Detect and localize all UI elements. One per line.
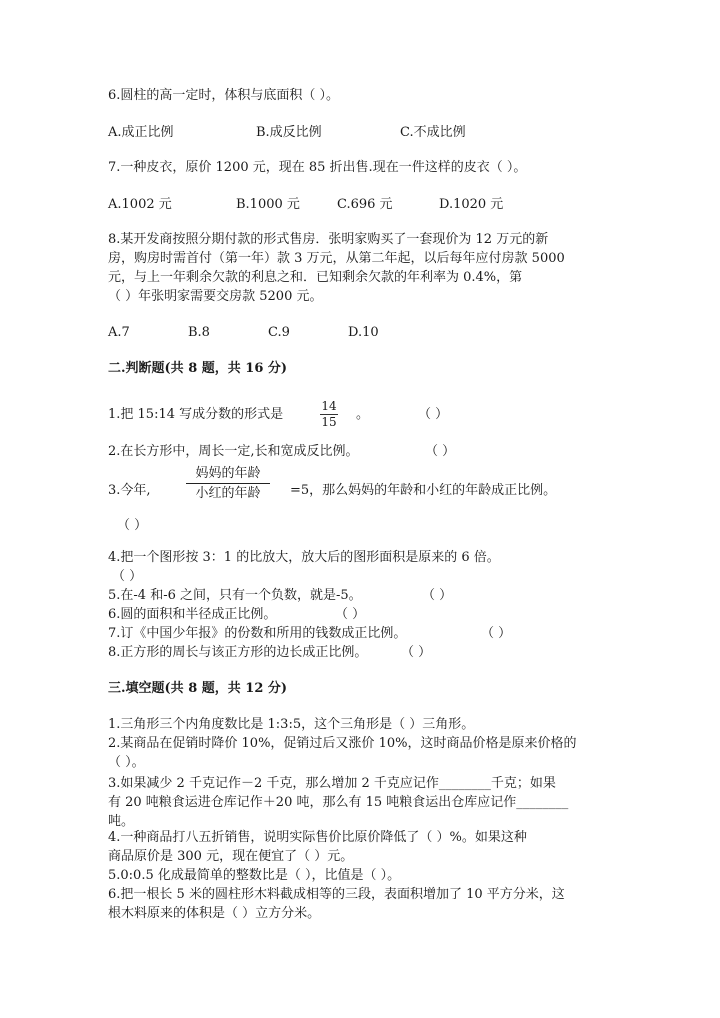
fill-line-3: （ ）。 (108, 755, 145, 770)
judge-q3-answer-paren: （ ） (117, 518, 148, 533)
judge-q3-prefix: 3.今年, (108, 483, 151, 498)
judge-q1-suffix: 。 (356, 407, 370, 422)
judge-q2-answer-paren: （ ） (425, 444, 456, 459)
q7-stem: 7.一种皮衣，原价 1200 元，现在 85 折出售.现在一件这样的皮衣（ ）。 (108, 160, 527, 175)
q8-option-b: B.8 (188, 325, 210, 340)
judge-q2-text: 2.在长方形中，周长一定,长和宽成反比例。 (108, 444, 359, 459)
fill-line-9: 5.0:0.5 化成最简单的整数比是（ ），比值是（ ）。 (108, 868, 401, 883)
fill-line-10: 6.把一根长 5 米的圆柱形木料截成相等的三段，表面积增加了 10 平方分米，这 (108, 887, 565, 902)
q8-line-3: 元，与上一年剩余欠款的利息之和．已知剩余欠款的年利率为 0.4%，第 (108, 270, 523, 285)
judge-q4-answer-paren: （ ） (112, 569, 143, 584)
judge-q5-answer-paren: （ ） (422, 588, 453, 603)
judge-q1-fraction-denominator: 15 (321, 415, 337, 429)
q8-option-a: A.7 (108, 325, 130, 340)
q6-option-c: C.不成比例 (400, 125, 466, 140)
q6-option-a: A.成正比例 (108, 125, 174, 140)
fill-line-2: 2.某商品在促销时降价 10%，促销过后又涨价 10%，这时商品价格是原来价格的 (108, 736, 577, 751)
fill-line-1: 1.三角形三个内角度数比是 1:3:5，这个三角形是（ ）三角形。 (108, 717, 475, 732)
fill-line-7: 4.一种商品打八五折销售，说明实际售价比原价降低了（ ）%。如果这种 (108, 830, 527, 845)
judge-q3-suffix: =5，那么妈妈的年龄和小红的年龄成正比例。 (290, 483, 557, 498)
fill-line-11: 根木料原来的体积是（ ）立方分米。 (108, 906, 321, 921)
judge-q5-text: 5.在-4 和-6 之间，只有一个负数，就是-5。 (108, 588, 362, 603)
q6-option-b: B.成反比例 (256, 125, 322, 140)
q7-option-d: D.1020 元 (439, 197, 504, 212)
judge-q1-answer-paren: （ ） (418, 407, 449, 422)
judge-q8-text: 8.正方形的周长与该正方形的边长成正比例。 (108, 645, 368, 660)
judge-q8-answer-paren: （ ） (401, 645, 432, 660)
judge-q6-answer-paren: （ ） (335, 607, 366, 622)
fill-line-6: 吨。 (108, 814, 135, 829)
judge-q3-ratio-image (186, 465, 270, 507)
q8-line-4: （ ）年张明家需要交房款 5200 元。 (108, 289, 323, 304)
judge-q7-text: 7.订《中国少年报》的份数和所用的钱数成正比例。 (108, 626, 407, 641)
judge-q1-text: 1.把 15:14 写成分数的形式是 (108, 407, 284, 422)
q8-line-1: 8.某开发商按照分期付款的形式售房．张明家购买了一套现价为 12 万元的新 (108, 232, 549, 247)
judge-q1-fraction-numerator: 14 (321, 399, 337, 413)
q8-option-d: D.10 (348, 325, 379, 340)
judge-q3-ratio-numerator: 妈妈的年龄 (186, 465, 270, 484)
judge-q3-ratio-denominator: 小红的年龄 (195, 486, 261, 501)
section-3-title: 三.填空题(共 8 题，共 12 分) (108, 681, 288, 696)
section-2-title: 二.判断题(共 8 题，共 16 分) (108, 361, 288, 376)
q7-option-a: A.1002 元 (108, 197, 172, 212)
q7-option-c: C.696 元 (337, 197, 393, 212)
q8-option-c: C.9 (268, 325, 290, 340)
q7-option-b: B.1000 元 (236, 197, 300, 212)
judge-q4-text: 4.把一个图形按 3：1 的比放大，放大后的图形面积是原来的 6 倍。 (108, 550, 500, 565)
q6-stem: 6.圆柱的高一定时，体积与底面积（ ）。 (108, 88, 340, 103)
fill-line-8: 商品原价是 300 元，现在便宜了（ ）元。 (108, 849, 354, 864)
fill-line-5: 有 20 吨粮食运进仓库记作＋20 吨，那么有 15 吨粮食运出仓库应记作________ (108, 795, 569, 810)
fill-line-4: 3.如果减少 2 千克记作－2 千克，那么增加 2 千克应记作________千克；如果 (108, 776, 556, 791)
judge-q1-fraction (320, 400, 338, 429)
judge-q7-answer-paren: （ ） (481, 626, 512, 641)
judge-q6-text: 6.圆的面积和半径成正比例。 (108, 607, 277, 622)
q8-line-2: 房，购房时需首付（第一年）款 3 万元，从第二年起，以后每年应付房款 5000 (108, 251, 565, 266)
